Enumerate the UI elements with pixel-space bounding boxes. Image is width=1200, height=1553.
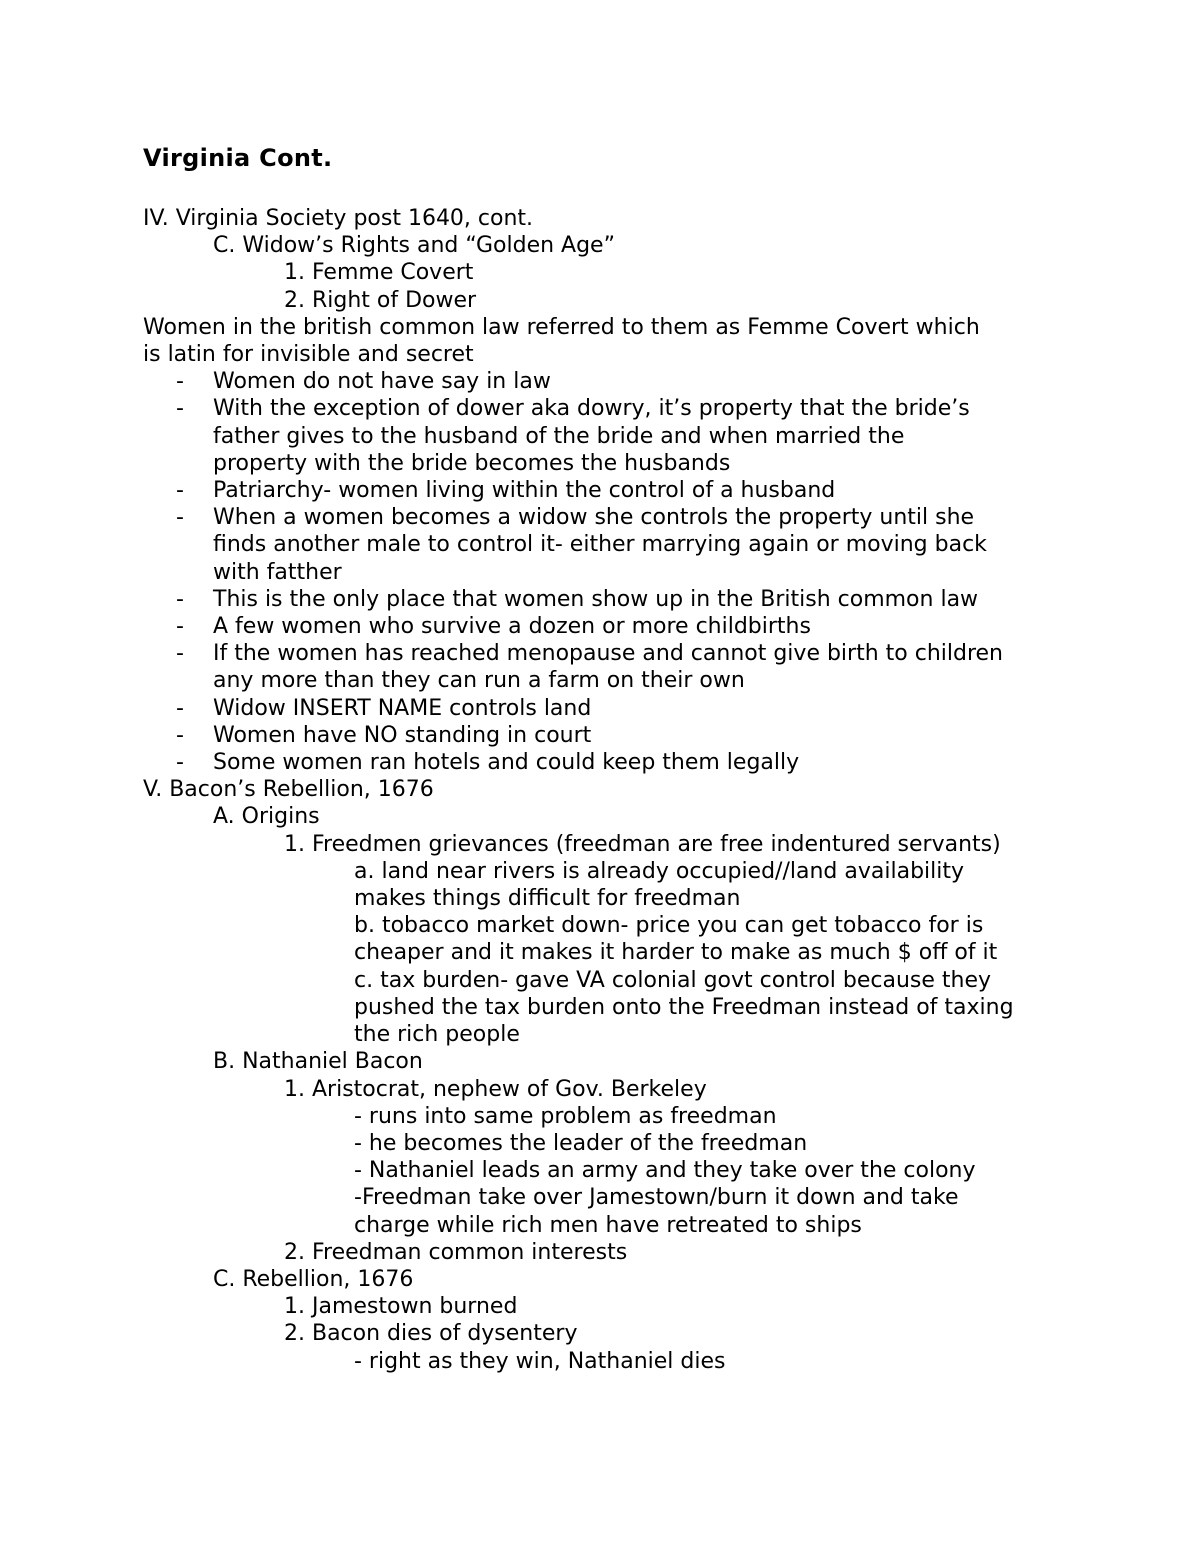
bullet-item bbox=[143, 722, 1143, 749]
bullet-item bbox=[143, 586, 1143, 613]
outline-heading-iv: IV. Virginia Society post 1640, cont. bbox=[143, 206, 534, 231]
outline-item-aristocrat: 1. Aristocrat, nephew of Gov. Berkeley bbox=[284, 1076, 707, 1102]
outline-sub-a-origins: A. Origins bbox=[213, 804, 320, 830]
bullet-text: with fatther bbox=[213, 559, 342, 585]
bullet-text: When a women becomes a widow she controls the property until she bbox=[213, 505, 975, 531]
bullet-text: Women have NO standing in court bbox=[213, 722, 592, 748]
bullet-dash: - bbox=[176, 586, 184, 612]
bullet-item-continuation bbox=[143, 450, 1143, 477]
outline-sub-b-nathaniel-bacon: B. Nathaniel Bacon bbox=[213, 1049, 423, 1075]
detail-line: c. tax burden- gave VA colonial govt control because they bbox=[354, 967, 992, 993]
outline-item-femme-covert: 1. Femme Covert bbox=[284, 260, 474, 286]
bullet-dash: - bbox=[176, 396, 184, 422]
bullet-item-continuation bbox=[143, 667, 1143, 694]
bullet-text: property with the bride becomes the husbands bbox=[213, 450, 731, 476]
bullet-dash: - bbox=[176, 478, 184, 504]
bullet-dash: - bbox=[176, 641, 184, 667]
bullet-text: With the exception of dower aka dowry, it’s property that the bride’s bbox=[213, 396, 970, 422]
bullet-text: father gives to the husband of the bride and when married the bbox=[213, 423, 905, 449]
bullet-text: If the women has reached menopause and cannot give birth to children bbox=[213, 641, 1004, 667]
detail-line: - he becomes the leader of the freedman bbox=[354, 1130, 808, 1156]
detail-line: - Nathaniel leads an army and they take over the colony bbox=[354, 1158, 976, 1184]
bullet-item-continuation bbox=[143, 559, 1143, 586]
bullet-dash: - bbox=[176, 750, 184, 776]
bullet-text: This is the only place that women show up in the British common law bbox=[213, 586, 979, 612]
outline-item-freedmen-grievances: 1. Freedmen grievances (freedman are free indentured servants) bbox=[284, 831, 1001, 857]
bullet-text: Women do not have say in law bbox=[213, 369, 551, 395]
bullet-text: any more than they can run a farm on their own bbox=[213, 668, 745, 694]
outline-heading-v: V. Bacon’s Rebellion, 1676 bbox=[143, 777, 434, 803]
bullet-text: Some women ran hotels and could keep them legally bbox=[213, 750, 800, 776]
detail-line: charge while rich men have retreated to ships bbox=[354, 1212, 862, 1238]
bullet-item bbox=[143, 640, 1143, 667]
document-page bbox=[143, 140, 1143, 1375]
detail-line: b. tobacco market down- price you can get tobacco for is bbox=[354, 913, 984, 939]
outline-item-common-interests: 2. Freedman common interests bbox=[284, 1239, 628, 1265]
detail-line: - right as they win, Nathaniel dies bbox=[354, 1348, 726, 1374]
bullet-item bbox=[143, 368, 1143, 395]
bullet-text: Widow INSERT NAME controls land bbox=[213, 695, 592, 721]
detail-line: - runs into same problem as freedman bbox=[354, 1103, 777, 1129]
bullet-list bbox=[143, 368, 1143, 776]
grievance-details bbox=[143, 858, 1143, 1048]
bullet-text: Patriarchy- women living within the control of a husband bbox=[213, 478, 836, 504]
paragraph-line: is latin for invisible and secret bbox=[143, 342, 474, 368]
bullet-dash: - bbox=[176, 369, 184, 395]
bacon-details bbox=[143, 1103, 1143, 1239]
bullet-item-continuation bbox=[143, 423, 1143, 450]
outline-item-right-of-dower: 2. Right of Dower bbox=[284, 287, 477, 313]
detail-line: -Freedman take over Jamestown/burn it down and take bbox=[354, 1185, 959, 1211]
detail-line: a. land near rivers is already occupied//land availability bbox=[354, 858, 965, 884]
rebellion-details bbox=[143, 1348, 1143, 1375]
paragraph-femme-covert bbox=[143, 314, 1143, 368]
bullet-item bbox=[143, 695, 1143, 722]
bullet-dash: - bbox=[176, 695, 184, 721]
outline-item-bacon-dies: 2. Bacon dies of dysentery bbox=[284, 1321, 578, 1347]
title-spacer bbox=[143, 176, 1143, 205]
bullet-item bbox=[143, 613, 1143, 640]
document-title: Virginia Cont. bbox=[143, 144, 333, 172]
paragraph-line: Women in the british common law referred to them as Femme Covert which bbox=[143, 314, 980, 340]
bullet-text: finds another male to control it- either marrying again or moving back bbox=[213, 532, 987, 558]
bullet-item bbox=[143, 477, 1143, 504]
detail-line: cheaper and it makes it harder to make as much $ off of it bbox=[354, 940, 998, 966]
outline-sub-c: C. Widow’s Rights and “Golden Age” bbox=[213, 233, 615, 259]
bullet-item bbox=[143, 504, 1143, 531]
detail-line: the rich people bbox=[354, 1022, 520, 1048]
outline-sub-c-rebellion: C. Rebellion, 1676 bbox=[213, 1266, 414, 1292]
detail-line: makes things difficult for freedman bbox=[354, 886, 741, 912]
bullet-dash: - bbox=[176, 722, 184, 748]
bullet-dash: - bbox=[176, 614, 184, 640]
bullet-item bbox=[143, 395, 1143, 422]
bullet-dash: - bbox=[176, 505, 184, 531]
bullet-item-continuation bbox=[143, 531, 1143, 558]
outline-item-jamestown-burned: 1. Jamestown burned bbox=[284, 1294, 518, 1320]
detail-line: pushed the tax burden onto the Freedman instead of taxing bbox=[354, 994, 1014, 1020]
bullet-item bbox=[143, 749, 1143, 776]
bullet-text: A few women who survive a dozen or more childbirths bbox=[213, 614, 811, 640]
